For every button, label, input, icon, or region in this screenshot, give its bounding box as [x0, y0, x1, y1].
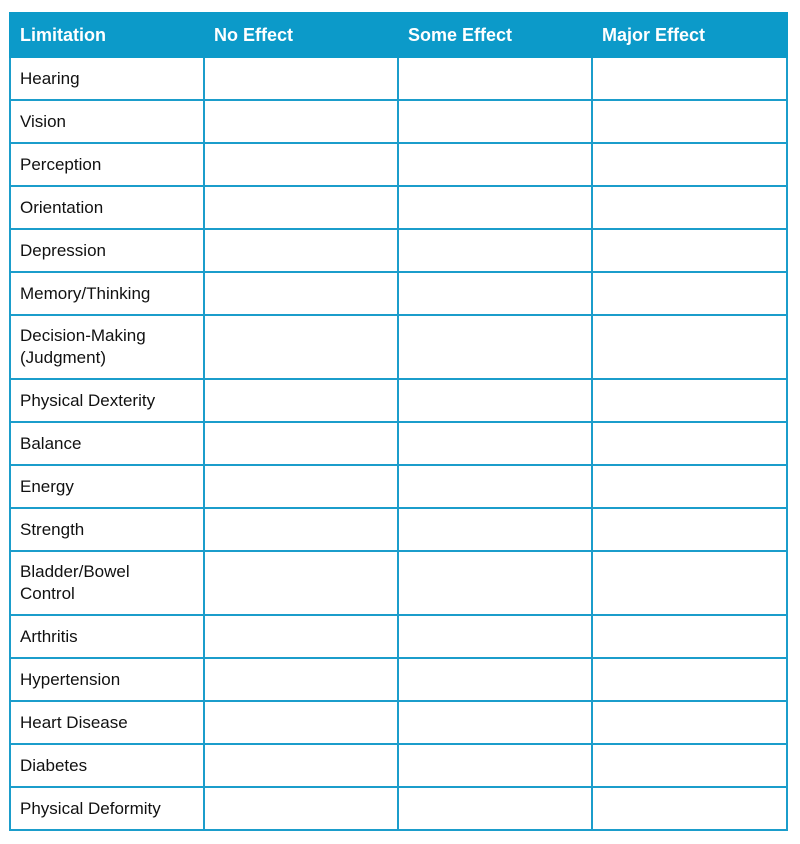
- table-header-row: [10, 13, 787, 57]
- limitations-table-container: [9, 12, 786, 831]
- row-label: Physical Deformity: [10, 787, 204, 830]
- table-row: [10, 272, 787, 315]
- row-label: Hypertension: [10, 658, 204, 701]
- header-no-effect: No Effect: [204, 13, 398, 57]
- table-row: [10, 744, 787, 787]
- table-row: [10, 615, 787, 658]
- row-label: Bladder/Bowel Control: [10, 551, 204, 615]
- cell-no-effect[interactable]: [204, 615, 398, 658]
- table-row: [10, 100, 787, 143]
- table-row: [10, 315, 787, 379]
- cell-major-effect[interactable]: [592, 422, 787, 465]
- cell-some-effect[interactable]: [398, 422, 592, 465]
- cell-major-effect[interactable]: [592, 508, 787, 551]
- header-some-effect: Some Effect: [398, 13, 592, 57]
- table-row: [10, 379, 787, 422]
- row-label: Memory/Thinking: [10, 272, 204, 315]
- cell-no-effect[interactable]: [204, 551, 398, 615]
- cell-no-effect[interactable]: [204, 701, 398, 744]
- cell-some-effect[interactable]: [398, 508, 592, 551]
- cell-no-effect[interactable]: [204, 658, 398, 701]
- row-label: Heart Disease: [10, 701, 204, 744]
- table-row: [10, 465, 787, 508]
- cell-some-effect[interactable]: [398, 186, 592, 229]
- cell-major-effect[interactable]: [592, 744, 787, 787]
- cell-major-effect[interactable]: [592, 143, 787, 186]
- table-row: [10, 186, 787, 229]
- row-label: Diabetes: [10, 744, 204, 787]
- cell-no-effect[interactable]: [204, 508, 398, 551]
- cell-some-effect[interactable]: [398, 658, 592, 701]
- cell-no-effect[interactable]: [204, 100, 398, 143]
- cell-no-effect[interactable]: [204, 143, 398, 186]
- cell-no-effect[interactable]: [204, 422, 398, 465]
- cell-some-effect[interactable]: [398, 551, 592, 615]
- cell-some-effect[interactable]: [398, 379, 592, 422]
- row-label: Physical Dexterity: [10, 379, 204, 422]
- cell-no-effect[interactable]: [204, 272, 398, 315]
- limitations-table: [9, 12, 788, 831]
- cell-some-effect[interactable]: [398, 315, 592, 379]
- cell-some-effect[interactable]: [398, 615, 592, 658]
- row-label: Balance: [10, 422, 204, 465]
- cell-some-effect[interactable]: [398, 143, 592, 186]
- cell-no-effect[interactable]: [204, 57, 398, 100]
- cell-some-effect[interactable]: [398, 787, 592, 830]
- table-row: [10, 229, 787, 272]
- cell-some-effect[interactable]: [398, 57, 592, 100]
- cell-major-effect[interactable]: [592, 229, 787, 272]
- cell-no-effect[interactable]: [204, 744, 398, 787]
- cell-some-effect[interactable]: [398, 229, 592, 272]
- table-row: [10, 658, 787, 701]
- row-label: Decision-Making (Judgment): [10, 315, 204, 379]
- cell-major-effect[interactable]: [592, 379, 787, 422]
- cell-major-effect[interactable]: [592, 272, 787, 315]
- cell-major-effect[interactable]: [592, 658, 787, 701]
- cell-some-effect[interactable]: [398, 100, 592, 143]
- row-label: Arthritis: [10, 615, 204, 658]
- cell-major-effect[interactable]: [592, 186, 787, 229]
- table-body: [10, 57, 787, 830]
- table-row: [10, 57, 787, 100]
- cell-some-effect[interactable]: [398, 744, 592, 787]
- header-major-effect: Major Effect: [592, 13, 787, 57]
- cell-major-effect[interactable]: [592, 551, 787, 615]
- row-label: Energy: [10, 465, 204, 508]
- cell-no-effect[interactable]: [204, 315, 398, 379]
- cell-major-effect[interactable]: [592, 100, 787, 143]
- cell-no-effect[interactable]: [204, 186, 398, 229]
- cell-no-effect[interactable]: [204, 379, 398, 422]
- cell-major-effect[interactable]: [592, 315, 787, 379]
- cell-major-effect[interactable]: [592, 615, 787, 658]
- table-row: [10, 701, 787, 744]
- row-label: Vision: [10, 100, 204, 143]
- cell-some-effect[interactable]: [398, 701, 592, 744]
- table-row: [10, 422, 787, 465]
- row-label: Orientation: [10, 186, 204, 229]
- table-row: [10, 508, 787, 551]
- cell-major-effect[interactable]: [592, 465, 787, 508]
- cell-some-effect[interactable]: [398, 465, 592, 508]
- cell-major-effect[interactable]: [592, 701, 787, 744]
- table-row: [10, 787, 787, 830]
- table-row: [10, 143, 787, 186]
- table-row: [10, 551, 787, 615]
- cell-no-effect[interactable]: [204, 229, 398, 272]
- cell-major-effect[interactable]: [592, 787, 787, 830]
- row-label: Perception: [10, 143, 204, 186]
- header-limitation: Limitation: [10, 13, 204, 57]
- cell-major-effect[interactable]: [592, 57, 787, 100]
- cell-some-effect[interactable]: [398, 272, 592, 315]
- row-label: Depression: [10, 229, 204, 272]
- row-label: Strength: [10, 508, 204, 551]
- cell-no-effect[interactable]: [204, 787, 398, 830]
- cell-no-effect[interactable]: [204, 465, 398, 508]
- row-label: Hearing: [10, 57, 204, 100]
